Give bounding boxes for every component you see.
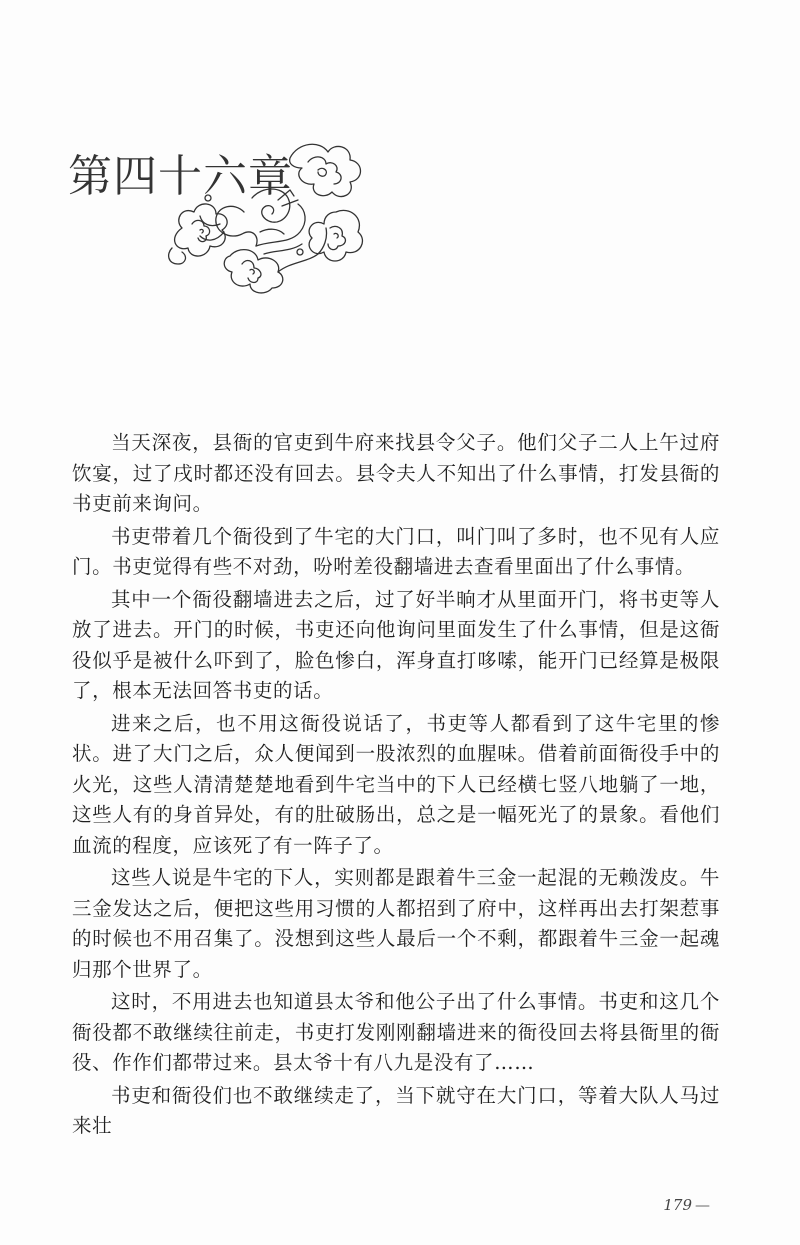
paragraph: 这些人说是牛宅的下人，实则都是跟着牛三金一起混的无赖泼皮。牛三金发达之后，便把这些用习惯的人都招到了府中，这样再出去打架惹事的时候也不用召集了。没想到这些人最后一个不剩，都跟着牛三金一起魂归那个世界了。 (72, 866, 720, 981)
chapter-body (72, 428, 720, 1144)
paragraph: 书吏和衙役们也不敢继续走了，当下就守在大门口，等着大队人马过来壮 (72, 1083, 720, 1137)
page-number-dash: — (695, 1196, 710, 1214)
paragraph: 书吏带着几个衙役到了牛宅的大门口，叫门叫了多时，也不见有人应门。书吏觉得有些不对劲，吩咐差役翻墙进去查看里面出了什么事情。 (72, 524, 720, 578)
chapter-title: 第四十六章 (68, 151, 293, 202)
paragraph: 其中一个衙役翻墙进去之后，过了好半晌才从里面开门，将书吏等人放了进去。开门的时候，书吏还向他询问里面发生了什么事情，但是这衙役似乎是被什么吓到了，脸色惨白，浑身直打哆嗦，能开门已经算是极限了，根本无法回答书吏的话。 (72, 587, 720, 702)
paragraph: 进来之后，也不用这衙役说话了，书吏等人都看到了这牛宅里的惨状。进了大门之后，众人便闻到一股浓烈的血腥味。借着前面衙役手中的火光，这些人清清楚楚地看到牛宅当中的下人已经横七竖八地躺了一地，这些人有的身首异处，有的肚破肠出，总之是一幅死光了的景象。看他们血流的程度，应该死了有一阵子了。 (72, 711, 720, 857)
paragraph: 当天深夜，县衙的官吏到牛府来找县令父子。他们父子二人上午过府饮宴，过了戌时都还没有回去。县令夫人不知出了什么事情，打发县衙的书吏前来询问。 (72, 431, 720, 515)
page-number: 179 (663, 1196, 692, 1214)
paragraph: 这时，不用进去也知道县太爷和他公子出了什么事情。书吏和这几个衙役都不敢继续往前走，书吏打发刚刚翻墙进来的衙役回去将县衙里的衙役、作作们都带过来。县太爷十有八九是没有了…… (72, 990, 720, 1074)
